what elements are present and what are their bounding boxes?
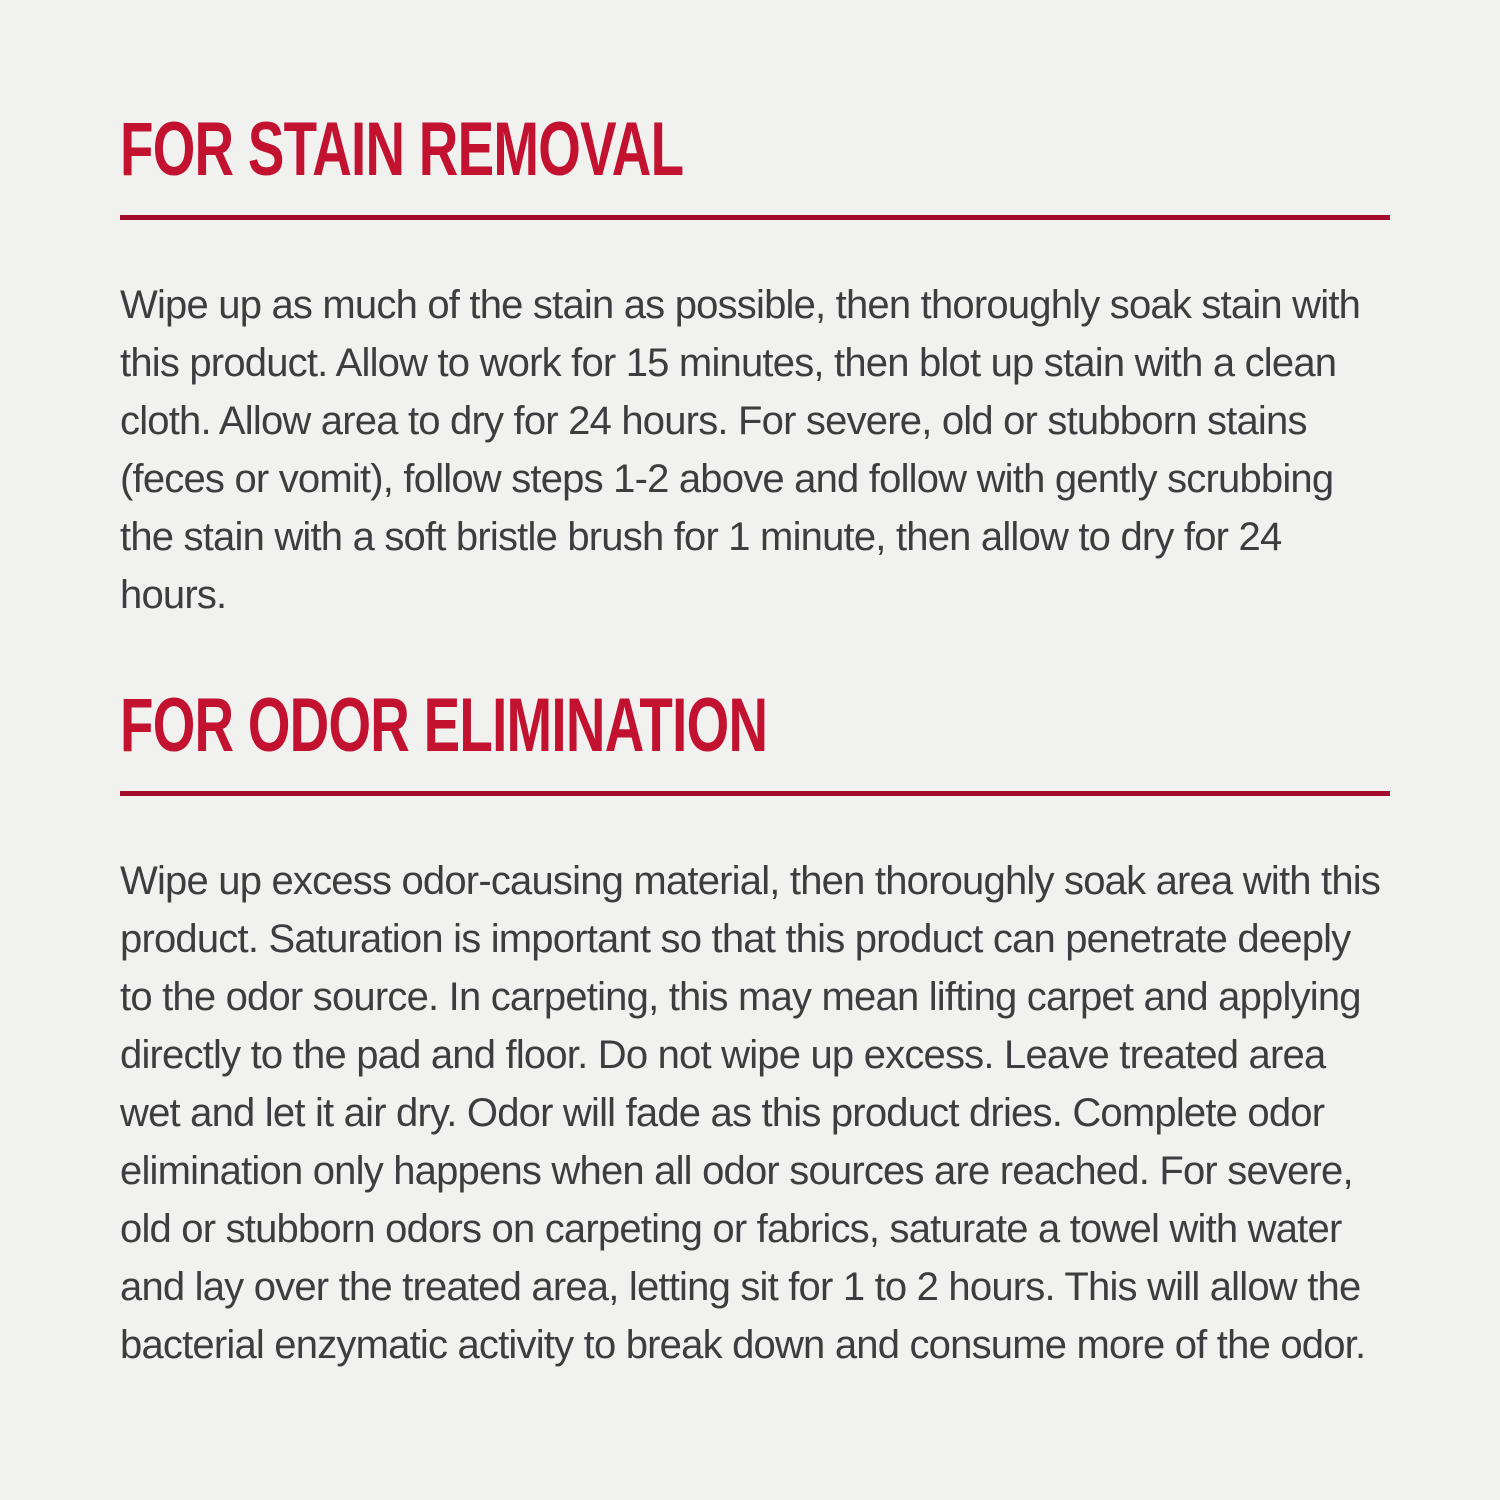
stain-removal-instructions: Wipe up as much of the stain as possible, then thoroughly soak stain with this product. Allow to work for 15 minutes, then blot up stain with a clean cloth. Allow area to dry for 24 hours. For severe, old or stubborn stains (feces or vomit), follow steps 1-2 above and follow with gently scrubbing the stain with a soft bristle brush for 1 minute, then allow to dry for 24 hours. [120, 283, 1361, 617]
section-stain-removal [120, 107, 1390, 624]
stain-removal-heading: FOR STAIN REMOVAL [120, 107, 684, 192]
odor-elimination-heading: FOR ODOR ELIMINATION [120, 683, 768, 768]
stain-removal-divider [120, 215, 1390, 220]
section-odor-elimination [120, 683, 1390, 1374]
odor-elimination-instructions: Wipe up excess odor-causing material, then thoroughly soak area with this product. Saturation is important so that this product can penetrate deeply to the odor source. In carpeting, this may mean lifting carpet and applying directly to the pad and floor. Do not wipe up excess. Leave treated area wet and let it air dry. Odor will fade as this product dries. Complete odor elimination only happens when all odor sources are reached. For severe, old or stubborn odors on carpeting or fabrics, saturate a towel with water and lay over the treated area, letting sit for 1 to 2 hours. This will allow the bacterial enzymatic activity to break down and consume more of the odor. [120, 859, 1381, 1367]
odor-elimination-divider [120, 791, 1390, 796]
